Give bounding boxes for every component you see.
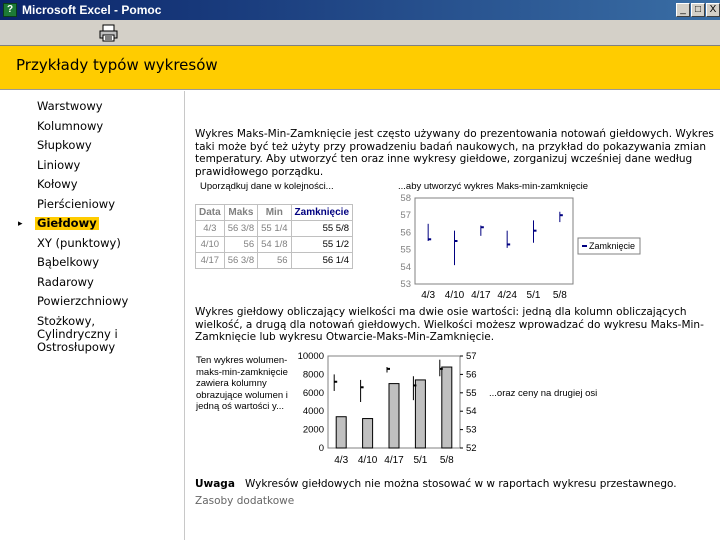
caption-chart: ...aby utworzyć wykres Maks-min-zamknięcie	[398, 181, 589, 192]
volume-bar	[336, 417, 346, 448]
excel-help-icon: ?	[3, 3, 17, 17]
stock-data-table	[195, 204, 353, 269]
table-row	[196, 253, 353, 269]
x-tick-label: 4/10	[357, 455, 378, 466]
note	[195, 478, 715, 491]
volume-tick-label: 8000	[302, 369, 324, 381]
price-tick-label: 54	[466, 406, 477, 418]
x-tick-label: 4/17	[471, 290, 491, 301]
sidebar-item-pierscieniowy[interactable]: Pierścieniowy	[37, 197, 115, 211]
print-button[interactable]	[98, 24, 120, 42]
table-cell: 54 1/8	[258, 237, 291, 253]
y-tick-label: 57	[400, 210, 411, 222]
table-header-zamkniecie: Zamknięcie	[291, 205, 352, 221]
volume-tick-label: 4000	[302, 406, 324, 418]
table-cell: 56 1/4	[291, 253, 352, 269]
y-tick-label: 53	[400, 279, 411, 290]
x-tick-label: 4/24	[497, 290, 517, 301]
volume-bar	[442, 367, 452, 448]
printer-icon	[98, 24, 120, 42]
volume-bar	[389, 384, 399, 448]
x-tick-label: 5/8	[439, 455, 454, 466]
sidebar-item-stozkowy[interactable]: Stożkowy, Cylindryczny i Ostrosłupowy	[37, 314, 118, 354]
table-header-maks: Maks	[224, 205, 257, 221]
table-cell: 56 3/8	[224, 221, 257, 237]
volume-tick-label: 0	[318, 443, 324, 454]
active-item-marker-icon: ▸	[18, 219, 23, 229]
x-tick-label: 5/1	[413, 455, 428, 466]
sidebar-item-babelkowy[interactable]: Bąbelkowy	[37, 255, 100, 269]
table-header-min: Min	[258, 205, 291, 221]
table-cell: 56	[258, 253, 291, 269]
sidebar-item-xy[interactable]: XY (punktowy)	[37, 236, 121, 250]
y-tick-label: 55	[400, 244, 411, 256]
x-tick-label: 4/17	[384, 455, 404, 466]
volume-tick-label: 10000	[297, 351, 324, 362]
sidebar-item-powierzchniowy[interactable]: Powierzchniowy	[37, 294, 129, 308]
table-header-data: Data	[196, 205, 225, 221]
price-tick-label: 53	[466, 424, 477, 436]
page-header	[0, 46, 720, 90]
callout-price: ...oraz ceny na drugiej osi	[489, 388, 598, 399]
volume-paragraph: Wykres giełdowy obliczający wielkości ma dwie osie wartości: jedną dla kolumn obliczających wielkość, a drugą dla notowań giełdowych. Wielkości możesz wprowadzać do wykresu Maks-Min-Zamknięcie lub wykresu Otwarcie-Maks-Min-Zamknięcie.	[195, 306, 704, 343]
table-cell: 55 1/2	[291, 237, 352, 253]
help-toolbar	[0, 20, 720, 46]
x-tick-label: 4/3	[334, 455, 349, 466]
y-tick-label: 58	[400, 193, 411, 204]
table-cell: 4/3	[196, 221, 225, 237]
table-cell: 55 5/8	[291, 221, 352, 237]
table-row	[196, 237, 353, 253]
volume-tick-label: 2000	[302, 424, 324, 436]
y-tick-label: 54	[400, 261, 411, 273]
x-tick-label: 4/10	[444, 290, 465, 301]
price-tick-label: 52	[466, 443, 477, 454]
callout-volume: Ten wykres wolumen-maks-min-zamknięcie zawiera kolumny obrazujące wolumen i jedną oś wartości y...	[196, 355, 288, 412]
note-label: Uwaga	[195, 478, 235, 490]
sidebar-item-kolowy[interactable]: Kołowy	[37, 177, 78, 191]
window-titlebar	[0, 0, 720, 20]
table-cell: 55 1/4	[258, 221, 291, 237]
price-tick-label: 55	[466, 387, 477, 399]
intro-paragraph: Wykres Maks-Min-Zamknięcie jest często używany do prezentowania notowań giełdowych. Wykres taki może być też użyty przy prowadzeniu badań naukowych, na przykład do pokazywania zmian temperatury. Aby utworzyć ten oraz inne wykresy giełdowe, zorganizuj wcześniej dane według prawidłowego porządku.	[195, 128, 714, 178]
table-cell: 4/17	[196, 253, 225, 269]
page-title: Przykłady typów wykresów	[16, 56, 218, 74]
price-tick-label: 57	[466, 351, 477, 362]
sidebar-item-warstwowy[interactable]: Warstwowy	[37, 99, 103, 113]
volume-tick-label: 6000	[302, 387, 324, 399]
sidebar-item-gieldowy[interactable]: Giełdowy	[37, 216, 97, 230]
additional-resources-link[interactable]: Zasoby dodatkowe	[195, 495, 295, 507]
table-cell: 56	[224, 237, 257, 253]
price-tick-label: 56	[466, 369, 477, 381]
x-tick-label: 5/1	[526, 290, 541, 301]
sidebar-item-liniowy[interactable]: Liniowy	[37, 158, 81, 172]
y-tick-label: 56	[400, 227, 411, 239]
close-button[interactable]: X	[706, 3, 720, 17]
volume-bar	[363, 419, 373, 448]
caption-table: Uporządkuj dane w kolejności...	[200, 181, 334, 192]
table-row	[196, 221, 353, 237]
note-text: Wykresów giełdowych nie można stosować w w raportach wykresu przestawnego.	[244, 478, 677, 490]
maximize-button[interactable]: □	[691, 3, 705, 17]
plot-area	[415, 198, 573, 284]
sidebar-item-kolumnowy[interactable]: Kolumnowy	[37, 119, 104, 133]
legend-label: Zamknięcie	[589, 241, 636, 251]
x-tick-label: 5/8	[552, 290, 567, 301]
sidebar-item-slupkowy[interactable]: Słupkowy	[37, 138, 92, 152]
volume-bar	[415, 380, 425, 448]
x-tick-label: 4/3	[421, 290, 436, 301]
volume-stock-chart	[290, 348, 495, 472]
table-cell: 56 3/8	[224, 253, 257, 269]
sidebar-item-radarowy[interactable]: Radarowy	[37, 275, 94, 289]
table-cell: 4/10	[196, 237, 225, 253]
hlc-stock-chart	[380, 190, 715, 302]
window-title: Microsoft Excel - Pomoc	[22, 3, 162, 17]
minimize-button[interactable]: _	[676, 3, 690, 17]
